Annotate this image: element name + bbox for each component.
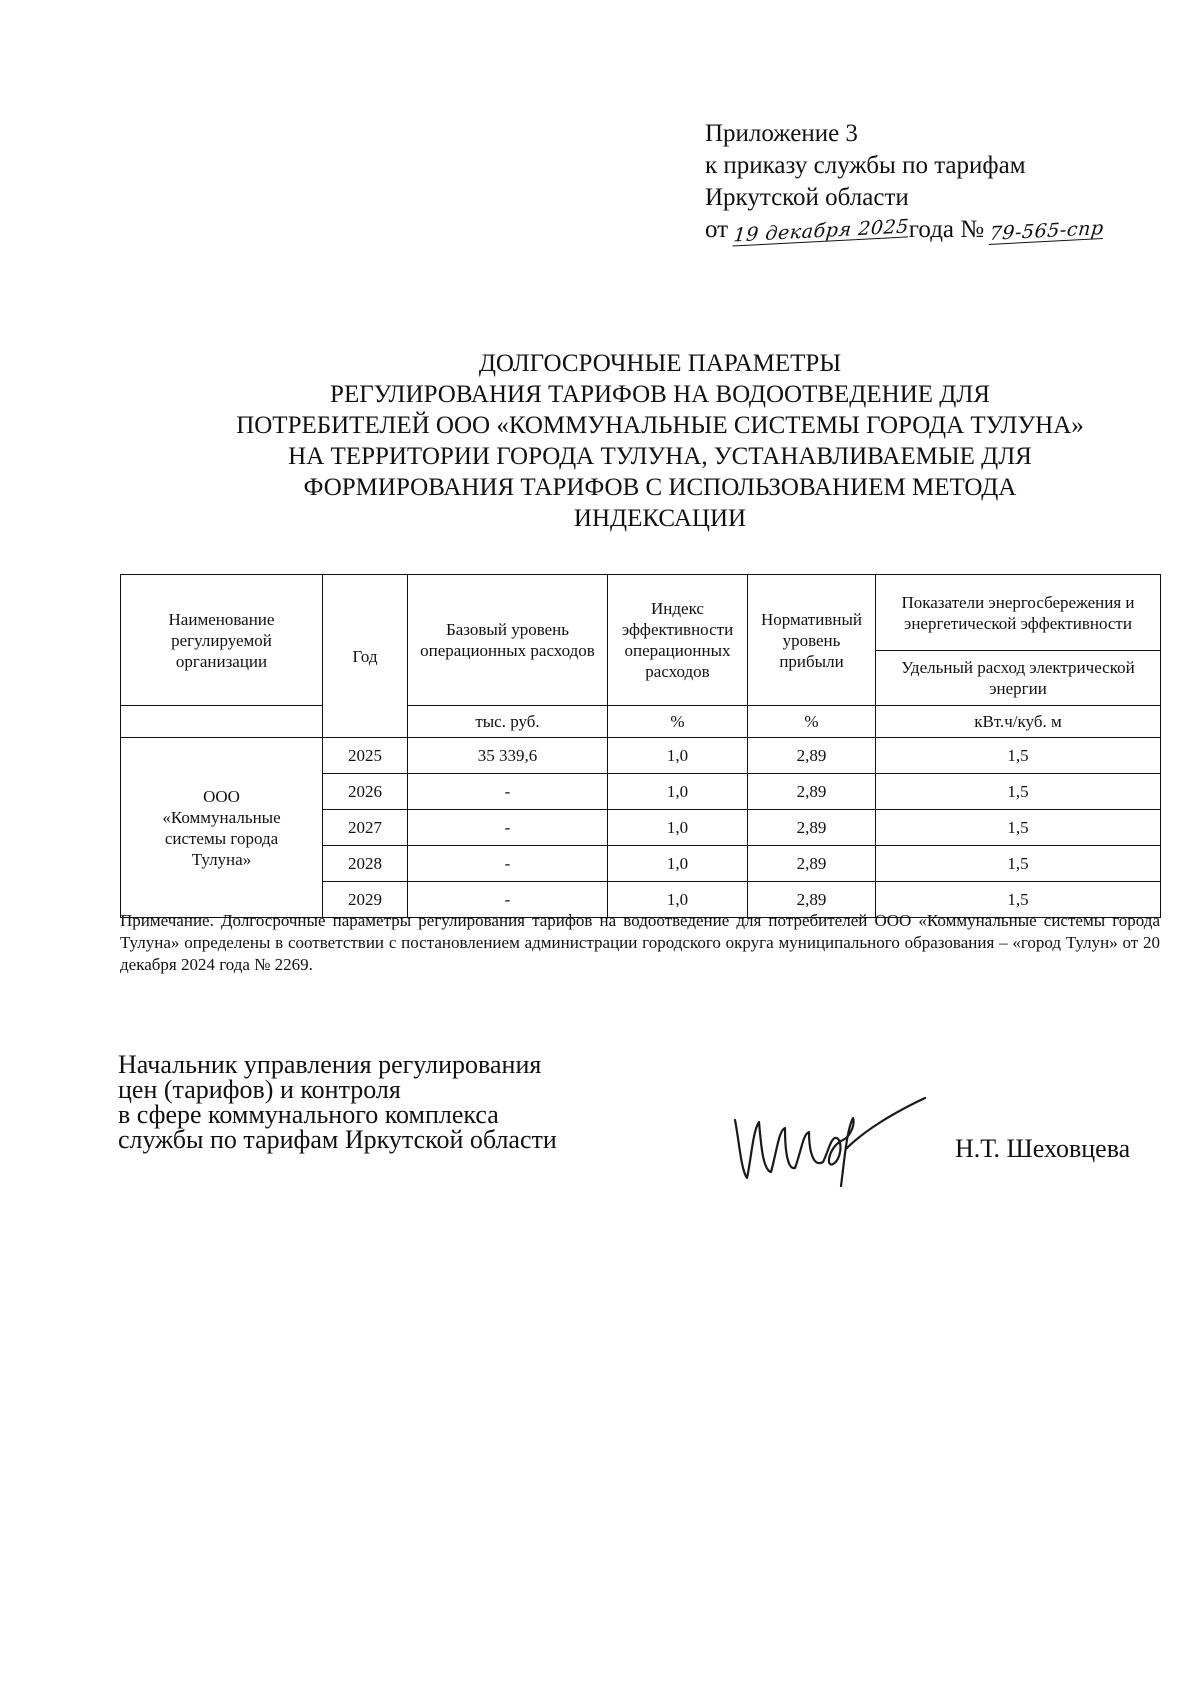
cell-base-level: - (408, 810, 608, 846)
position-line-2: цен (тарифов) и контроля (118, 1075, 401, 1104)
table-note: Примечание. Долгосрочные параметры регулирования тарифов на водоотведение для потребителей ООО «Коммунальные системы города Тулуна» определены в соответствии с постановлением администрации городского округа муниципального образования – «город Тулун» от 20 декабря 2024 года № 2269. (120, 911, 1160, 974)
position-line-3: в сфере коммунального комплекса (118, 1100, 499, 1129)
cell-energy-specific: 1,5 (876, 846, 1161, 882)
cell-profit-level: 2,89 (748, 738, 876, 774)
title-line-1: ДОЛГОСРОЧНЫЕ ПАРАМЕТРЫ (478, 350, 842, 377)
cell-base-level: - (408, 846, 608, 882)
handwritten-signature (725, 1090, 935, 1190)
unit-base-level: тыс. руб. (408, 706, 608, 738)
appendix-line-3: Иркутской области (705, 184, 909, 211)
cell-efficiency-index: 1,0 (608, 738, 748, 774)
cell-base-level: - (408, 882, 608, 918)
unit-energy-specific: кВт.ч/куб. м (876, 706, 1161, 738)
position-line-4: службы по тарифам Иркутской области (118, 1125, 557, 1154)
position-line-1: Начальник управления регулирования (118, 1050, 542, 1079)
title-line-6: ИНДЕКСАЦИИ (573, 505, 747, 532)
handwritten-date: 19 декабря 2025 (732, 215, 911, 247)
appendix-date-line (705, 214, 1185, 247)
date-prefix: от (705, 216, 729, 243)
header-profit-level: Нормативный уровень прибыли (748, 575, 876, 706)
cell-base-level: 35 339,6 (408, 738, 608, 774)
title-line-2: РЕГУЛИРОВАНИЯ ТАРИФОВ НА ВОДООТВЕДЕНИЕ ДЛЯ (330, 381, 990, 408)
cell-efficiency-index: 1,0 (608, 774, 748, 810)
header-efficiency-index: Индекс эффективности операционных расходов (608, 575, 748, 706)
title-line-3: ПОТРЕБИТЕЛЕЙ ООО «КОММУНАЛЬНЫЕ СИСТЕМЫ ГОРОДА ТУЛУНА» (236, 412, 1084, 439)
cell-efficiency-index: 1,0 (608, 810, 748, 846)
signatory-name: Н.Т. Шеховцева (955, 1134, 1131, 1163)
unit-efficiency-index: % (608, 706, 748, 738)
cell-year: 2025 (323, 738, 408, 774)
cell-profit-level: 2,89 (748, 774, 876, 810)
cell-energy-specific: 1,5 (876, 774, 1161, 810)
header-year: Год (323, 575, 408, 738)
signatory-position (118, 1052, 658, 1152)
cell-profit-level: 2,89 (748, 846, 876, 882)
appendix-header (705, 118, 1185, 247)
header-energy-specific: Удельный расход электрической энергии (876, 651, 1161, 706)
cell-year: 2028 (323, 846, 408, 882)
appendix-line-2: к приказу службы по тарифам (705, 152, 1026, 179)
org-name-cell: ООО «Коммунальные системы города Тулуна» (121, 738, 323, 918)
cell-energy-specific: 1,5 (876, 738, 1161, 774)
table-row (121, 738, 1161, 774)
appendix-line-1: Приложение 3 (705, 120, 858, 147)
cell-base-level: - (408, 774, 608, 810)
cell-profit-level: 2,89 (748, 882, 876, 918)
document-title (160, 348, 1160, 534)
cell-year: 2029 (323, 882, 408, 918)
header-row-1 (121, 575, 1161, 651)
cell-efficiency-index: 1,0 (608, 846, 748, 882)
units-org-empty (121, 706, 323, 738)
unit-profit-level: % (748, 706, 876, 738)
header-energy-group: Показатели энергосбережения и энергетической эффективности (876, 575, 1161, 651)
handwritten-number: 79-565-спр (989, 217, 1106, 245)
header-base-level: Базовый уровень операционных расходов (408, 575, 608, 706)
title-line-5: ФОРМИРОВАНИЯ ТАРИФОВ С ИСПОЛЬЗОВАНИЕМ МЕТОДА (303, 474, 1017, 501)
cell-year: 2026 (323, 774, 408, 810)
title-line-4: НА ТЕРРИТОРИИ ГОРОДА ТУЛУНА, УСТАНАВЛИВАЕМЫЕ ДЛЯ (288, 443, 1032, 470)
cell-energy-specific: 1,5 (876, 810, 1161, 846)
cell-year: 2027 (323, 810, 408, 846)
units-row (121, 706, 1161, 738)
cell-efficiency-index: 1,0 (608, 882, 748, 918)
header-org: Наименование регулируемой организации (121, 575, 323, 706)
cell-profit-level: 2,89 (748, 810, 876, 846)
cell-energy-specific: 1,5 (876, 882, 1161, 918)
parameters-table (120, 574, 1161, 918)
year-word: года № (908, 216, 985, 243)
